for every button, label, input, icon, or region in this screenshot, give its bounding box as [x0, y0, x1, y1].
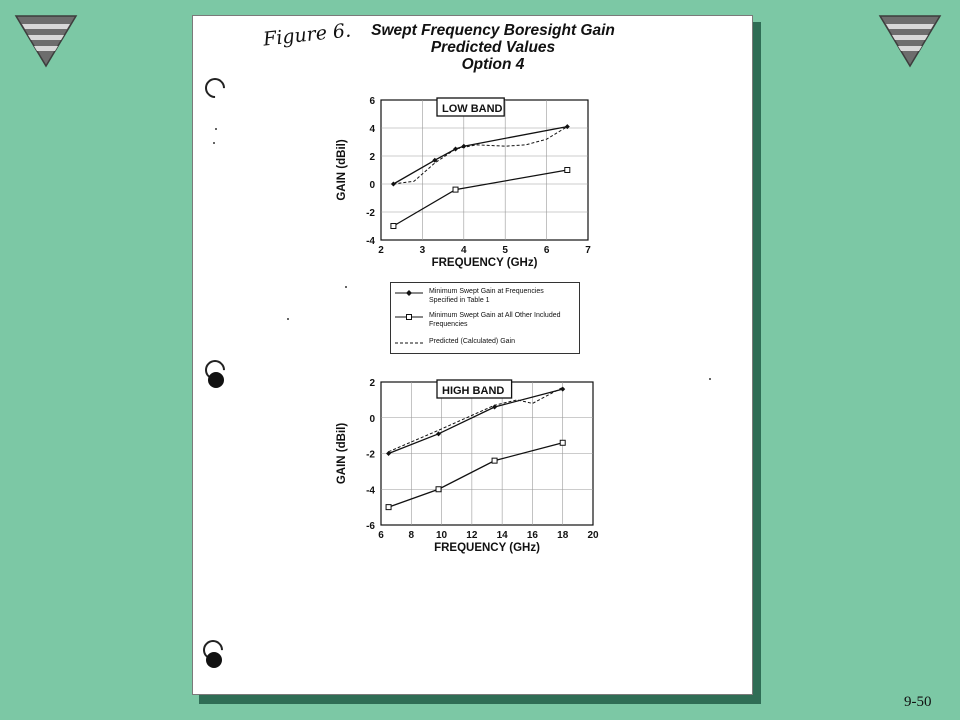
- x-tick-label: 20: [587, 530, 599, 541]
- y-tick-label: 6: [369, 96, 375, 107]
- handwritten-figure-label: Figure 6.: [262, 19, 353, 51]
- y-tick-label: -2: [366, 208, 375, 219]
- panel-label: LOW BAND: [442, 103, 503, 115]
- x-tick-label: 18: [557, 530, 569, 541]
- y-tick-label: -2: [366, 449, 375, 461]
- y-tick-label: -6: [366, 521, 375, 532]
- legend-label: Minimum Swept Gain at All Other Included Frequencies: [429, 312, 561, 328]
- y-tick-label: 2: [369, 378, 375, 389]
- binder-hole-icon: [208, 372, 224, 388]
- legend-label: Predicted (Calculated) Gain: [429, 338, 515, 345]
- scan-speck: [213, 142, 215, 144]
- logo-triangle-icon: [14, 14, 78, 68]
- page-number: 9-50: [904, 694, 932, 710]
- y-tick-label: 0: [369, 413, 375, 425]
- logo-triangle-icon: [878, 14, 942, 68]
- title-line-3: Option 4: [461, 56, 525, 73]
- data-point-square: [391, 224, 396, 229]
- y-axis-label: GAIN (dBil): [336, 422, 348, 485]
- plot-area: [381, 100, 588, 240]
- data-point-square: [492, 458, 497, 463]
- legend-dashed-line-icon: [395, 338, 423, 348]
- x-tick-label: 16: [526, 530, 538, 541]
- data-point-square: [436, 487, 441, 492]
- legend-item: [395, 338, 569, 348]
- x-tick-label: 10: [436, 530, 448, 541]
- scan-speck: [287, 318, 289, 320]
- title-line-2: Predicted Values: [430, 39, 556, 56]
- panel-label: HIGH BAND: [442, 385, 505, 397]
- scan-speck: [345, 286, 347, 288]
- data-point-square: [560, 440, 565, 445]
- y-tick-label: 0: [369, 180, 375, 191]
- legend-diamond-line-icon: [395, 288, 423, 298]
- y-tick-label: -4: [366, 236, 375, 247]
- data-point-square: [453, 187, 458, 192]
- y-tick-label: 2: [369, 152, 375, 163]
- x-tick-label: 5: [502, 245, 508, 256]
- x-tick-label: 4: [461, 245, 467, 256]
- legend-item: [395, 288, 569, 305]
- data-point-square: [386, 505, 391, 510]
- y-axis-label: GAIN (dBil): [336, 139, 348, 201]
- y-tick-label: 4: [369, 124, 375, 135]
- figure-title: [343, 22, 643, 73]
- x-tick-label: 12: [466, 530, 478, 541]
- scanned-page: [192, 15, 753, 695]
- title-line-1: Swept Frequency Boresight Gain: [371, 22, 615, 39]
- chart-legend: [390, 282, 580, 354]
- binder-hole-icon: [201, 74, 229, 102]
- scan-speck: [709, 378, 711, 380]
- x-tick-label: 3: [419, 245, 426, 256]
- x-tick-label: 7: [585, 245, 591, 256]
- legend-square-line-icon: [395, 312, 423, 322]
- x-axis-label: FREQUENCY (GHz): [431, 257, 538, 269]
- high-band-chart: [323, 372, 613, 564]
- legend-label: Minimum Swept Gain at Frequencies Specified in Table 1: [429, 288, 544, 304]
- data-point-square: [565, 168, 570, 173]
- x-tick-label: 2: [378, 245, 384, 256]
- legend-item: [395, 312, 569, 329]
- x-tick-label: 6: [378, 530, 384, 541]
- x-tick-label: 14: [496, 530, 508, 541]
- binder-hole-icon: [206, 652, 222, 668]
- scan-speck: [215, 128, 217, 130]
- x-axis-label: FREQUENCY (GHz): [434, 542, 540, 554]
- x-tick-label: 8: [408, 530, 415, 541]
- y-tick-label: -4: [366, 485, 375, 497]
- x-tick-label: 6: [543, 245, 550, 256]
- low-band-chart: [323, 96, 613, 278]
